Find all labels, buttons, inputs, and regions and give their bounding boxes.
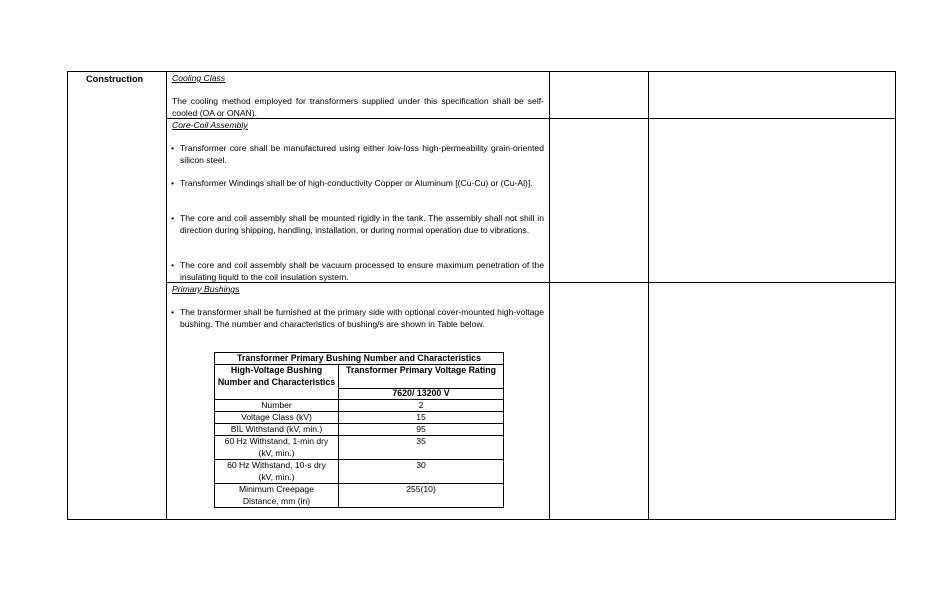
table-row-label: Number bbox=[261, 400, 292, 410]
bullet-icon: • bbox=[171, 213, 175, 223]
cooling-class-heading: Cooling Class bbox=[172, 73, 226, 83]
cooling-class-text: The cooling method employed for transformers supplied under this specification shall be self-cooled (OA or ONAN). bbox=[172, 96, 544, 118]
table-top-border bbox=[67, 71, 896, 72]
table-left-border bbox=[67, 71, 68, 520]
core-coil-heading: Core-Coil Assembly bbox=[172, 120, 248, 130]
core-coil-bullet-4: The core and coil assembly shall be vacuum processed to ensure maximum penetration of the insulating liquid to the coil insulation system. bbox=[180, 260, 544, 282]
bushing-table-title: Transformer Primary Bushing Number and Characteristics bbox=[237, 353, 481, 363]
bullet-icon: • bbox=[171, 143, 175, 153]
table-row-label: Minimum Creepage Distance, mm (in) bbox=[239, 484, 314, 506]
primary-bushings-bullet: The transformer shall be furnished at the primary side with optional cover-mounted high-voltage bushing. The number and characteristics of bushing/s are shown in Table below. bbox=[180, 307, 544, 329]
table-row-value: 35 bbox=[416, 436, 426, 446]
table-row-value: 15 bbox=[416, 412, 426, 422]
table-right-border bbox=[895, 71, 896, 520]
bullet-icon: • bbox=[171, 178, 175, 188]
table-row-value: 255(10) bbox=[406, 484, 436, 494]
table-row-value: 2 bbox=[418, 400, 424, 410]
table-row-label: 60 Hz Withstand, 1-min dry (kV, min.) bbox=[224, 436, 329, 458]
table-row-label: Voltage Class (kV) bbox=[241, 412, 312, 422]
column-divider-1 bbox=[166, 71, 167, 520]
bushing-col2-header: Transformer Primary Voltage Rating bbox=[346, 365, 496, 375]
primary-bushings-heading: Primary Bushings bbox=[172, 284, 240, 294]
bullet-icon: • bbox=[171, 307, 175, 317]
bushing-col2-subheader: 7620/ 13200 V bbox=[392, 388, 450, 398]
table-bottom-border bbox=[67, 519, 896, 520]
table-row-label: 60 Hz Withstand, 10-s dry (kV, min.) bbox=[227, 460, 326, 482]
section-label: Construction bbox=[86, 74, 144, 84]
table-row-value: 30 bbox=[416, 460, 426, 470]
bullet-icon: • bbox=[171, 260, 175, 270]
core-coil-bullet-1: Transformer core shall be manufactured using either low-loss high-permeability grain-oriented silicon steel. bbox=[180, 143, 544, 165]
bushing-table bbox=[214, 352, 504, 508]
table-row-label: BIL Withstand (kV, min.) bbox=[230, 424, 323, 434]
bushing-col1-header: High-Voltage Bushing Number and Characteristics bbox=[217, 365, 336, 387]
core-coil-bullet-2: Transformer Windings shall be of high-conductivity Copper or Aluminum [(Cu-Cu) or (Cu-Al)]. bbox=[180, 178, 533, 188]
spec-table bbox=[67, 71, 896, 520]
column-divider-2 bbox=[549, 71, 550, 520]
column-divider-3 bbox=[648, 71, 649, 520]
table-row-value: 95 bbox=[416, 424, 426, 434]
core-coil-bullet-3: The core and coil assembly shall be mounted rigidly in the tank. The assembly shall not shill in direction during shipping, handling, installation, or during normal operation due to vibrations. bbox=[180, 213, 544, 235]
